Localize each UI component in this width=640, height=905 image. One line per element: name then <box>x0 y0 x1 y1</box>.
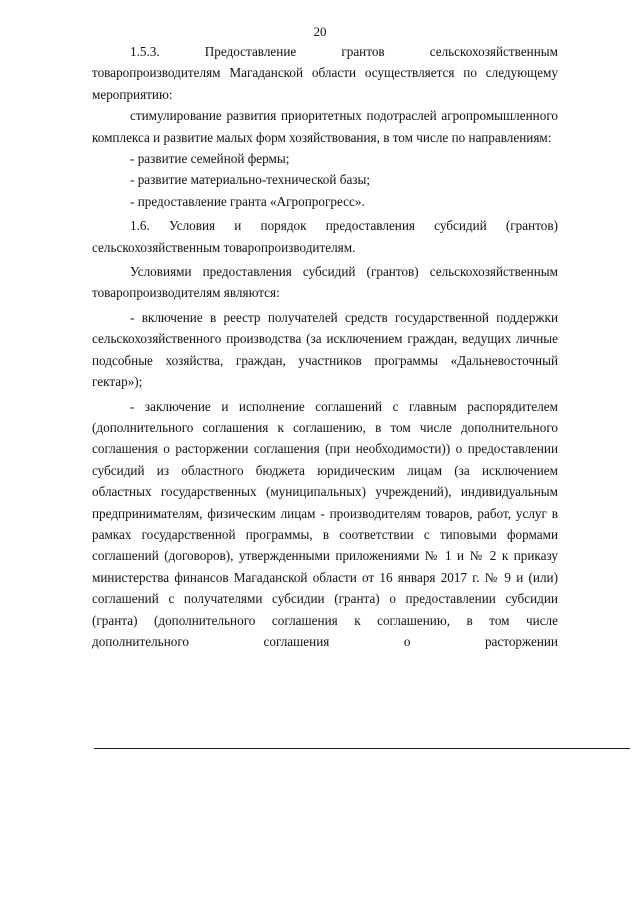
paragraph-list-item-2: - развитие материально-технической базы; <box>130 172 371 188</box>
page-number: 20 <box>313 24 327 39</box>
paragraph-condition-registry: - включение в реестр получателей средств государственной поддержки сельскохозяйственного производства (за исключением граждан, ведущих личные подсобные хозяйства, граждан, участников программы «Дальневосточный гектар»); <box>92 309 558 390</box>
footer-rule <box>94 748 630 749</box>
paragraph-condition-agreements: - заключение и исполнение соглашений с главным распорядителем (дополнительного соглашения к соглашению, в том числе дополнительного соглашения о расторжении соглашения (при необходимости)) о предоставлении субсидий из областного бюджета юридическим лицам (за исключением областных государственных (муниципальных) учреждений), индивидуальным предпринимателям, физическим лицам - производителям товаров, работ, услуг в рамках государственной программы, в соответствии с типовыми формами соглашений (договоров), утвержденными приложениями № 1 и № 2 к приказу министерства финансов Магаданской области от 16 января 2017 г. № 9 и (или) соглашений с получателями субсидии (гранта) о предоставлении субсидии (гранта) (дополнительного соглашения к соглашению, в том числе дополнительного соглашения о расторжении <box>92 398 558 649</box>
paragraph-conditions: Условиями предоставления субсидий (грантов) сельскохозяйственным товаропроизводителям являются: <box>92 264 558 301</box>
paragraph-measure: стимулирование развития приоритетных подотраслей агропромышленного комплекса и развитие малых форм хозяйствования, в том числе по направлениям: <box>92 108 558 145</box>
paragraph-1-6: 1.6. Условия и порядок предоставления субсидий (грантов) сельскохозяйственным товаропроизводителям. <box>92 218 558 255</box>
paragraph-1-5-3: 1.5.3. Предоставление грантов сельскохозяйственным товаропроизводителям Магаданской области осуществляется по следующему мероприятию: <box>92 44 558 102</box>
paragraph-list-item-1: - развитие семейной фермы; <box>130 151 290 167</box>
paragraph-list-item-3: - предоставление гранта «Агропрогресс». <box>130 193 365 209</box>
document-body <box>92 41 558 652</box>
